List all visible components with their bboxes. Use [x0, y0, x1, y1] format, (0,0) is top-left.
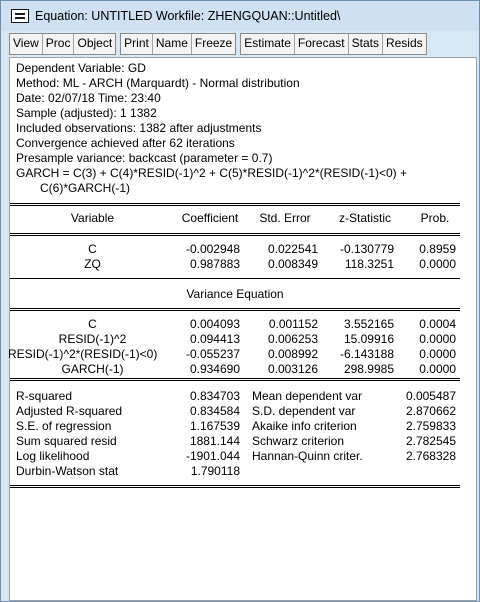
table-cell: 0.0004 — [419, 317, 456, 331]
proc-button[interactable]: Proc — [43, 34, 75, 54]
header-line: Sample (adjusted): 1 1382 — [16, 106, 157, 120]
variance-title-top-rule — [10, 278, 460, 279]
stat-label: Adjusted R-squared — [16, 404, 123, 418]
object-button[interactable]: Object — [74, 34, 115, 54]
toolbar-group — [9, 33, 116, 55]
header-line: Dependent Variable: GD — [16, 61, 146, 75]
stat-label: S.D. dependent var — [252, 404, 356, 418]
stat-label: Mean dependent var — [252, 389, 363, 403]
title-bar[interactable] — [1, 1, 479, 31]
table-cell: 0.006253 — [267, 332, 318, 346]
toolbar — [9, 33, 431, 55]
header-bottom-rule-double — [10, 235, 460, 236]
stat-label: Sum squared resid — [16, 434, 117, 448]
variance-title-bottom-rule-double — [10, 310, 460, 311]
column-header: Variable — [70, 211, 115, 225]
table-cell: -0.130779 — [339, 242, 394, 256]
variable-name: RESID(-1)^2 — [58, 332, 127, 346]
stats-bottom-rule-double — [10, 487, 460, 488]
toolbar-group — [120, 33, 236, 55]
column-header: Coefficient — [181, 211, 239, 225]
resids-button[interactable]: Resids — [383, 34, 426, 54]
stat-value: -1901.044 — [185, 449, 240, 463]
table-cell: 15.09916 — [343, 332, 394, 346]
table-cell: -0.055237 — [185, 347, 240, 361]
column-header: Prob. — [420, 211, 450, 225]
variable-name: C — [88, 317, 97, 331]
stat-value: 2.759833 — [405, 419, 456, 433]
window-menu-icon[interactable] — [11, 9, 29, 23]
estimation-header — [16, 61, 407, 196]
forecast-button[interactable]: Forecast — [295, 34, 349, 54]
stat-value: 0.834584 — [189, 404, 240, 418]
name-button[interactable]: Name — [153, 34, 192, 54]
stat-label: Akaike info criterion — [252, 419, 357, 433]
header-line: Convergence achieved after 62 iterations — [16, 136, 235, 150]
table-cell: 0.008992 — [267, 347, 318, 361]
stat-value: 1881.144 — [189, 434, 240, 448]
stat-value: 2.768328 — [405, 449, 456, 463]
table-cell: -6.143188 — [339, 347, 394, 361]
variable-name: GARCH(-1) — [61, 362, 124, 376]
table-cell: 0.003126 — [267, 362, 318, 376]
stat-label: Hannan-Quinn criter. — [252, 449, 363, 463]
variable-name: ZQ — [84, 257, 101, 271]
header-line: Date: 02/07/18 Time: 23:40 — [16, 91, 161, 105]
header-line: C(6)*GARCH(-1) — [40, 181, 130, 195]
table-cell: 0.008349 — [267, 257, 318, 271]
column-header: Std. Error — [259, 211, 311, 225]
variance-equation-title: Variance Equation — [186, 287, 284, 301]
table-cell: 0.001152 — [268, 317, 318, 331]
table-cell: 3.552165 — [343, 317, 394, 331]
header-bottom-rule — [10, 233, 460, 234]
stat-value: 0.005487 — [405, 389, 456, 403]
table-cell: 0.0000 — [419, 362, 456, 376]
variance-title-bottom-rule — [10, 308, 460, 309]
stats-bottom-rule — [10, 485, 460, 486]
header-line: GARCH = C(3) + C(4)*RESID(-1)^2 + C(5)*RESID(-1)^2*(RESID(-1)<0) + — [16, 166, 408, 180]
toolbar-group — [240, 33, 426, 55]
table-top-rule — [10, 203, 460, 204]
stat-value: 2.782545 — [405, 434, 456, 448]
header-line: Included observations: 1382 after adjustments — [16, 121, 262, 135]
stat-value: 2.870662 — [405, 404, 456, 418]
stat-label: Log likelihood — [16, 449, 90, 463]
freeze-button[interactable]: Freeze — [192, 34, 235, 54]
view-button[interactable]: View — [10, 34, 43, 54]
table-cell: 118.3251 — [344, 257, 394, 271]
stat-label: R-squared — [16, 389, 73, 403]
table-cell: 0.0000 — [419, 347, 456, 361]
table-top-rule-double — [10, 205, 460, 206]
table-cell: 0.8959 — [419, 242, 456, 256]
column-header: z-Statistic — [338, 211, 391, 225]
stat-label: Schwarz criterion — [252, 434, 345, 448]
stat-value: 0.834703 — [189, 389, 240, 403]
estimate-button[interactable]: Estimate — [241, 34, 295, 54]
table-cell: -0.002948 — [185, 242, 240, 256]
variable-name: C — [88, 242, 97, 256]
header-line: Presample variance: backcast (parameter = 0.7) — [16, 151, 273, 165]
output-pane — [9, 57, 477, 601]
window-title: Equation: UNTITLED Workfile: ZHENGQUAN::Untitled\ — [35, 9, 341, 23]
table-cell: 0.987883 — [189, 257, 240, 271]
stats-button[interactable]: Stats — [349, 34, 383, 54]
table-cell: 0.022541 — [267, 242, 318, 256]
table-cell: 0.0000 — [419, 257, 456, 271]
table-cell: 0.934690 — [189, 362, 240, 376]
stats-top-rule — [10, 378, 460, 379]
stat-value: 1.790118 — [190, 464, 240, 478]
header-line: Method: ML - ARCH (Marquardt) - Normal distribution — [16, 76, 300, 90]
table-cell: 298.9985 — [343, 362, 394, 376]
table-cell: 0.0000 — [419, 332, 456, 346]
table-cell: 0.004093 — [189, 317, 240, 331]
print-button[interactable]: Print — [121, 34, 153, 54]
stats-top-rule-double — [10, 380, 460, 381]
stat-value: 1.167539 — [189, 419, 240, 433]
stat-label: S.E. of regression — [16, 419, 112, 433]
stat-label: Durbin-Watson stat — [16, 464, 119, 478]
table-cell: 0.094413 — [189, 332, 240, 346]
variable-name: RESID(-1)^2*(RESID(-1)<0) — [8, 347, 158, 361]
